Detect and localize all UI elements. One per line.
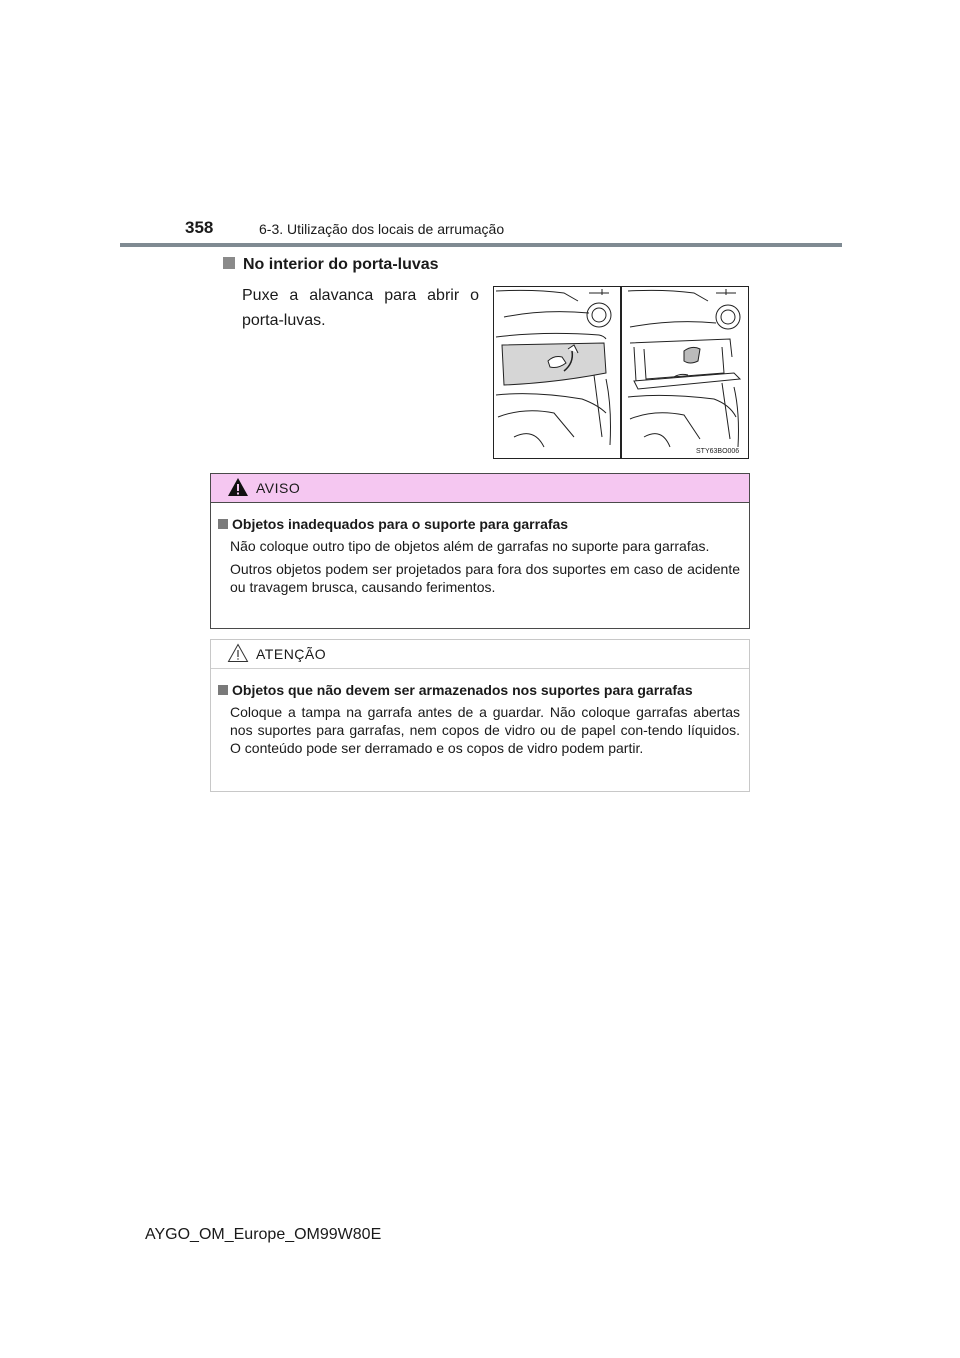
caution-triangle-icon xyxy=(227,643,249,663)
warning-item-title xyxy=(218,515,740,534)
figure-code: STY63BO006 xyxy=(696,448,740,455)
section-path: 6-3. Utilização dos locais de arrumação xyxy=(259,221,505,237)
glovebox-line-drawing xyxy=(494,287,748,458)
square-bullet-icon xyxy=(218,519,228,529)
warning-triangle-icon xyxy=(227,477,249,497)
subheading-text: No interior do porta-luvas xyxy=(243,256,439,273)
footer-document-id: AYGO_OM_Europe_OM99W80E xyxy=(145,1226,382,1243)
caution-item-title xyxy=(218,681,740,700)
warning-item-title-text: Objetos inadequados para o suporte para garrafas xyxy=(232,516,569,532)
page-number: 358 xyxy=(185,218,214,237)
caution-header xyxy=(211,640,749,669)
warning-header xyxy=(211,474,749,503)
caution-box xyxy=(210,639,750,792)
square-bullet-icon xyxy=(223,257,235,269)
square-bullet-icon xyxy=(218,685,228,695)
caution-title: ATENÇÃO xyxy=(256,646,327,662)
warning-title: AVISO xyxy=(256,480,301,496)
caution-item-title-text: Objetos que não devem ser armazenados nos suportes para garrafas xyxy=(232,682,693,698)
instruction-text: Puxe a alavanca para abrir o porta-luvas. xyxy=(242,287,479,329)
warning-paragraph: Não coloque outro tipo de objetos além de garrafas no suporte para garrafas. xyxy=(230,538,710,554)
warning-paragraph: Outros objetos podem ser projetados para fora dos suportes em caso de acidente ou travagem brusca, causando ferimentos. xyxy=(230,561,740,595)
warning-box xyxy=(210,473,750,629)
caution-paragraph: Coloque a tampa na garrafa antes de a guardar. Não coloque garrafas abertas nos suportes para garrafas, nem copos de vidro ou de papel con-tendo líquidos. O conteúdo pode ser derramado e os copos de vidro podem partir. xyxy=(230,704,740,756)
header-rule xyxy=(120,243,842,247)
subheading xyxy=(223,256,439,274)
glovebox-illustration xyxy=(493,286,749,459)
